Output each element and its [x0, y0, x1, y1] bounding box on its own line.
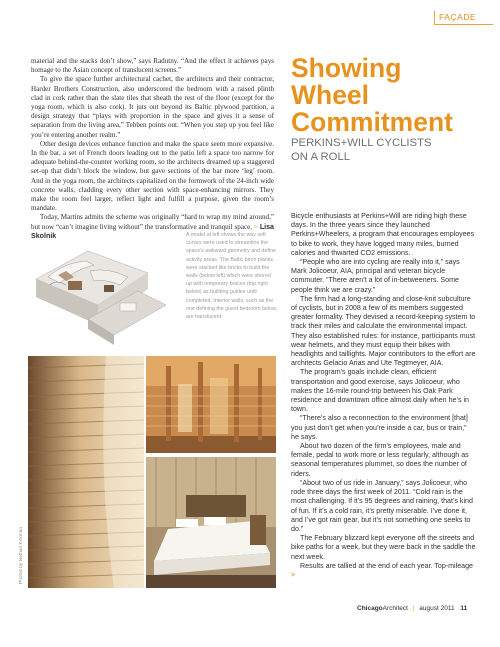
headline-line: Commitment [291, 107, 453, 137]
end-arrow-icon: > [253, 222, 258, 231]
right-paragraph: “There’s also a reconnection to the environment [that] you just don’t get when you’re inside a car, bus or train,” he says. [291, 414, 468, 441]
architectural-model-image [28, 227, 169, 352]
stacked-birch-wall-photo [28, 356, 144, 588]
subhead-line: ON A ROLL [291, 151, 351, 163]
section-tag: FAÇADE [434, 11, 493, 25]
page-number: 11 [460, 605, 468, 612]
subheadline [291, 136, 471, 164]
right-paragraph: “People who are into cycling are really into it,” says Mark Jolicoeur, AIA, principal and veteran bicycle commuter. “There aren’t a lot of in-betweeners. Some people think we are crazy.” [291, 258, 460, 294]
left-paragraph: material and the stacks don’t show,” says Radutny. “And the effect it achieves pays homage to the Asian concept of translucent screens.” [31, 57, 274, 75]
magazine-name-bold: Chicago [357, 605, 383, 612]
issue-date: august 2011 [419, 605, 455, 612]
left-paragraph-text: Today, Martins admits the scheme was originally “hard to wrap my mind around,” but now “can’t imagine living without” the transformative and tranquil space. [31, 213, 274, 231]
footer-separator: | [412, 605, 415, 612]
photo-caption: A model at left shows the way soft curves were used to streamline the space's awkward geometry and define activity areas. The Baltic birch planks were stacked like bricks to build the walls (below left) which were shored up with temporary braces (top right below) as building guides until completed. Interior walls, such as the one defining the guest bedroom below, are translucent. [186, 232, 277, 321]
subhead-line: PERKINS+WILL CYCLISTS [291, 137, 432, 149]
photo-credit: Photos by Nathan Kirkman [19, 526, 24, 584]
headline [291, 55, 471, 136]
right-paragraph: Bicycle enthusiasts at Perkins+Will are riding high these days. In the three years since they launched Perkins+Wheelers, a program that encourages employees to bike to work, they have logged many miles, burned calories and thwarted CO2 emissions. [291, 212, 475, 257]
headline-line: Wheel [291, 80, 370, 110]
right-paragraph: “About two of us ride in January,” says Jolicoeur, who rode three days the first week of 2011. “Cold rain is the most challenging. If it’s 95 degrees and raining, that’s kind of fun. If it’s a cold rain, it’s pretty miserable. I’ve done it, and I’ve got rain gear, but it’s not something one seeks to do.” [291, 478, 473, 533]
left-paragraph: To give the space further architectural cachet, the architects and their contractor, Harder Brothers Construction, also underscored the bedroom with a raised plinth clad in cork rather than the slate tiles that sheath the rest of the floor (except for the yoga room, which is also cork). It juts out beyond its Baltic plywood partition, a design strategy that “plays with proportion in the space and gives it a sense of separation from the living area,” Tebben points out. “When you step up you feel like you’re entering another realm.” [31, 75, 274, 139]
headline-line: Showing [291, 53, 402, 83]
right-paragraph: The firm had a long-standing and close-knit subculture of cyclists, but in 2008 a few of its members suggested greater formality. They devised a record-keeping system to track their miles and calculate the environmental impact. They also established rules: for instance, participants must wear helmets, and they must equip their bikes with headlights and taillights. Major contributors to the effort are architects Gelacio Arias and Ute Tegtmeyer, AIA. [291, 294, 476, 368]
right-article [291, 212, 476, 580]
page-footer [357, 605, 467, 612]
right-paragraph: About two dozen of the firm’s employees, male and female, pedal to work more or less regularly, although as seasonal temperatures plummet, so does the number of riders. [291, 442, 469, 478]
continue-arrow-icon: > [291, 570, 296, 579]
left-paragraph: Other design devices enhance function and make the space seem more expansive. In the bar, a set of French doors leading out to the patio left a space too narrow for adequate behind-the-counter working room, so the architects dreamed up a staggered set-up that didn’t block the window, but gave sections of the bar more ‘leg’ room. And in the yoga room, the architects capitalized on the formwork of the 24-inch wide concrete walls, cladding every other section with space-enhancing mirrors. They make the room feel larger, reflect light and fulfill a purpose, given the room’s mandate. [31, 139, 274, 213]
construction-braces-photo [146, 356, 276, 453]
left-article [31, 57, 274, 241]
author-signature: Lisa Skolnik [31, 222, 275, 240]
guest-bedroom-photo [146, 457, 276, 588]
right-paragraph-last [291, 562, 476, 580]
right-paragraph-text: Results are tallied at the end of each year. Top-mileage [300, 561, 473, 570]
magazine-name-rest: Architect [382, 605, 408, 612]
right-paragraph: The program’s goals include clean, efficient transportation and good exercise, says Jolicoeur, who makes the 16-mile round-trip between his Oak Park residence and downtown office almost daily when he’s in town. [291, 368, 469, 414]
right-paragraph: The February blizzard kept everyone off the streets and bike paths for a week, but they were back in the saddle the next week. [291, 534, 476, 561]
